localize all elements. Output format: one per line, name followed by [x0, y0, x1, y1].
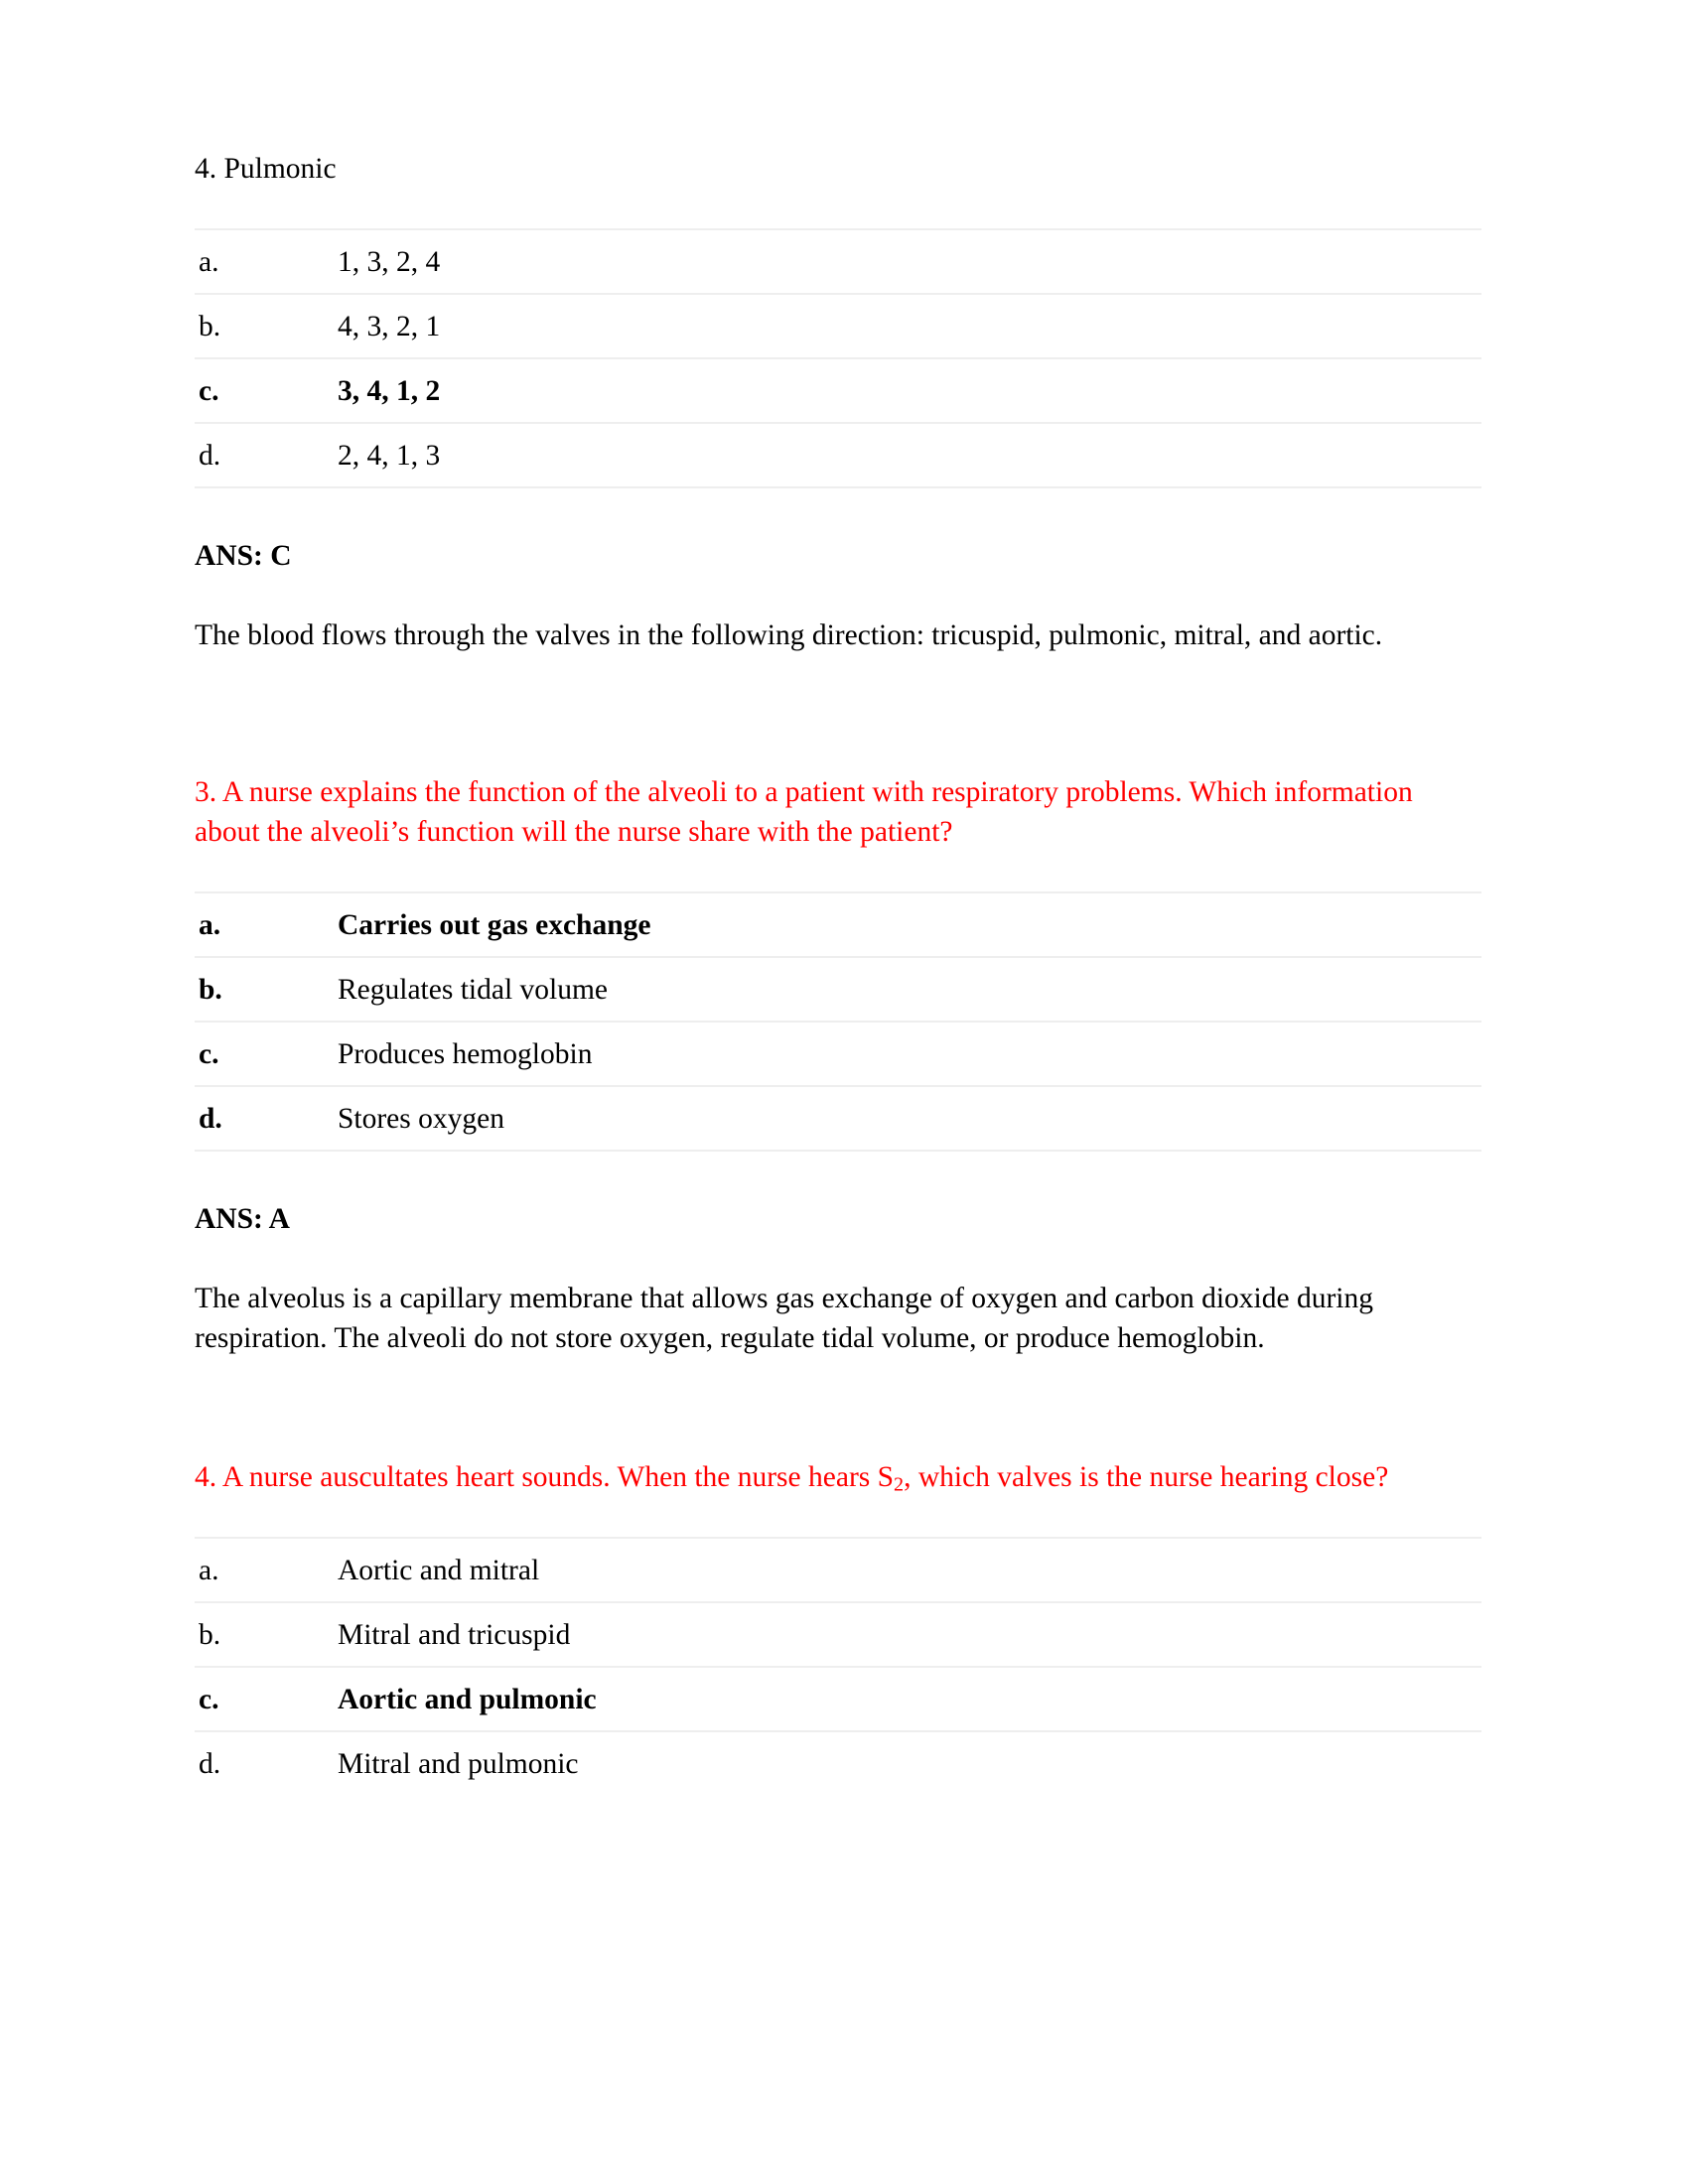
table-row[interactable]	[195, 1086, 1481, 1151]
table-row[interactable]	[195, 1667, 1481, 1731]
table-row[interactable]	[195, 294, 1481, 358]
table-row[interactable]	[195, 1731, 1481, 1795]
option-letter: b.	[195, 957, 338, 1022]
option-text: 4, 3, 2, 1	[338, 294, 1481, 358]
options-table-q4	[195, 1537, 1481, 1795]
option-letter: d.	[195, 1731, 338, 1795]
option-letter: c.	[195, 1022, 338, 1086]
rationale-q3: The alveolus is a capillary membrane that allows gas exchange of oxygen and carbon dioxide during respiration. The alveoli do not store oxygen, regulate tidal volume, or produce hemoglobin.	[195, 1283, 1373, 1354]
table-row[interactable]	[195, 229, 1481, 294]
spacer	[195, 1497, 1481, 1537]
table-row[interactable]	[195, 892, 1481, 957]
option-text: 1, 3, 2, 4	[338, 229, 1481, 294]
table-row[interactable]	[195, 1538, 1481, 1602]
option-letter: c.	[195, 1667, 338, 1731]
table-row[interactable]	[195, 957, 1481, 1022]
option-text: 3, 4, 1, 2	[338, 358, 1481, 423]
option-text: Aortic and pulmonic	[338, 1667, 1481, 1731]
option-letter: a.	[195, 229, 338, 294]
option-letter: b.	[195, 1602, 338, 1667]
table-row[interactable]	[195, 1602, 1481, 1667]
question-stem-q4	[195, 1457, 1481, 1497]
option-text: Mitral and tricuspid	[338, 1602, 1481, 1667]
options-table-q3	[195, 891, 1481, 1152]
option-text: 2, 4, 1, 3	[338, 423, 1481, 487]
option-letter: a.	[195, 1538, 338, 1602]
spacer	[195, 488, 1481, 536]
options-table-q2	[195, 228, 1481, 488]
option-letter: d.	[195, 1086, 338, 1151]
option-text: Produces hemoglobin	[338, 1022, 1481, 1086]
spacer	[195, 1358, 1481, 1457]
spacer	[195, 655, 1481, 772]
table-row[interactable]	[195, 358, 1481, 423]
answer-key-q3: ANS: A	[195, 1203, 290, 1235]
option-letter: a.	[195, 892, 338, 957]
option-text: Stores oxygen	[338, 1086, 1481, 1151]
spacer	[195, 1152, 1481, 1199]
spacer	[195, 852, 1481, 891]
page-content	[195, 149, 1481, 1795]
option-letter: b.	[195, 294, 338, 358]
table-row[interactable]	[195, 423, 1481, 487]
spacer	[195, 1239, 1481, 1279]
rationale-q2: The blood flows through the valves in the following direction: tricuspid, pulmonic, mitral, and aortic.	[195, 619, 1383, 651]
option-text: Aortic and mitral	[338, 1538, 1481, 1602]
table-row[interactable]	[195, 1022, 1481, 1086]
question-stem-q3: 3. A nurse explains the function of the alveoli to a patient with respiratory problems. Which information about the alveoli’s function will the nurse share with the patient?	[195, 776, 1413, 848]
carryover-option-4-pulmonic: 4. Pulmonic	[195, 153, 337, 185]
question-stem-q4-part2: , which valves is the nurse hearing close?	[904, 1461, 1389, 1493]
answer-key-q2: ANS: C	[195, 540, 292, 572]
subscript-two: 2	[894, 1473, 905, 1496]
option-text: Carries out gas exchange	[338, 892, 1481, 957]
option-letter: c.	[195, 358, 338, 423]
question-stem-q4-part1: 4. A nurse auscultates heart sounds. When the nurse hears S	[195, 1461, 895, 1493]
option-text: Mitral and pulmonic	[338, 1731, 1481, 1795]
spacer	[195, 189, 1481, 228]
spacer	[195, 576, 1481, 615]
option-text: Regulates tidal volume	[338, 957, 1481, 1022]
option-letter: d.	[195, 423, 338, 487]
